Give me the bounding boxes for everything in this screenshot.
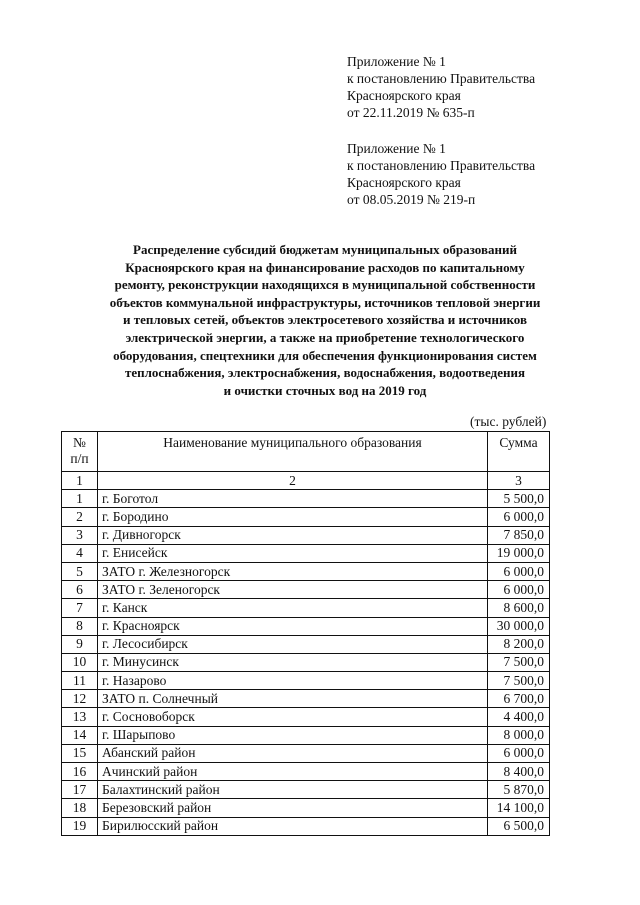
municipality-name: ЗАТО г. Железногорск [98, 562, 488, 580]
table-row [62, 726, 550, 744]
municipality-name: Березовский район [98, 799, 488, 817]
municipality-name: г. Боготол [98, 490, 488, 508]
row-number: 10 [62, 653, 98, 671]
municipality-name: Ачинский район [98, 763, 488, 781]
row-number: 6 [62, 581, 98, 599]
annex-reference: к постановлению Правительства [347, 71, 536, 86]
row-number: 16 [62, 763, 98, 781]
row-number: 15 [62, 744, 98, 762]
table-row [62, 817, 550, 835]
subsidy-amount: 6 000,0 [488, 744, 550, 762]
annex-region: Красноярского края [347, 175, 461, 190]
title-line: электрической энергии, а также на приобретение технологического [125, 329, 525, 345]
row-number: 12 [62, 690, 98, 708]
row-number: 7 [62, 599, 98, 617]
row-number: 18 [62, 799, 98, 817]
municipality-name: г. Минусинск [98, 653, 488, 671]
unit-note: (тыс. рублей) [470, 414, 547, 429]
table-row [62, 690, 550, 708]
subsidy-amount: 7 500,0 [488, 672, 550, 690]
table-row [62, 526, 550, 544]
column-header-number: № п/п [62, 432, 98, 472]
table-row [62, 617, 550, 635]
row-number: 1 [62, 490, 98, 508]
subsidy-amount: 5 500,0 [488, 490, 550, 508]
column-header-sum: Сумма [488, 432, 550, 472]
title-line: и очистки сточных вод на 2019 год [223, 382, 427, 398]
annex-block-previous [347, 140, 607, 208]
subsidy-amount: 6 700,0 [488, 690, 550, 708]
subsidy-amount: 7 500,0 [488, 653, 550, 671]
title-line: объектов коммунальной инфраструктуры, источников тепловой энергии [109, 294, 541, 310]
subsidy-amount: 30 000,0 [488, 617, 550, 635]
row-number: 9 [62, 635, 98, 653]
title-line: ремонту, реконструкции находящихся в муниципальной собственности [114, 277, 536, 293]
column-index: 1 [62, 472, 98, 490]
subsidy-amount: 6 000,0 [488, 508, 550, 526]
column-index: 2 [98, 472, 488, 490]
title-line: оборудования, спецтехники для обеспечения функционирования систем [113, 347, 537, 363]
annex-date-number: от 08.05.2019 № 219-п [347, 192, 476, 207]
row-number: 17 [62, 781, 98, 799]
table-row [62, 544, 550, 562]
annex-block-current [347, 53, 607, 121]
subsidy-table [61, 431, 550, 836]
municipality-name: ЗАТО г. Зеленогорск [98, 581, 488, 599]
municipality-name: г. Назарово [98, 672, 488, 690]
table-header-row [62, 432, 550, 472]
row-number: 5 [62, 562, 98, 580]
table-row [62, 508, 550, 526]
row-number: 2 [62, 508, 98, 526]
annex-title: Приложение № 1 [347, 54, 446, 69]
row-number: 3 [62, 526, 98, 544]
column-index: 3 [488, 472, 550, 490]
subsidy-amount: 4 400,0 [488, 708, 550, 726]
title-line: Распределение субсидий бюджетам муниципальных образований [133, 242, 517, 257]
table-row [62, 744, 550, 762]
table-row [62, 635, 550, 653]
table-row [62, 672, 550, 690]
subsidy-amount: 6 500,0 [488, 817, 550, 835]
municipality-name: г. Лесосибирск [98, 635, 488, 653]
row-number: 14 [62, 726, 98, 744]
row-number: 19 [62, 817, 98, 835]
table-row [62, 599, 550, 617]
table-row [62, 653, 550, 671]
annex-title: Приложение № 1 [347, 141, 446, 156]
table-row [62, 781, 550, 799]
row-number: 11 [62, 672, 98, 690]
municipality-name: г. Сосновоборск [98, 708, 488, 726]
table-row [62, 490, 550, 508]
municipality-name: г. Бородино [98, 508, 488, 526]
municipality-name: Абанский район [98, 744, 488, 762]
table-row [62, 562, 550, 580]
municipality-name: Бирилюсский район [98, 817, 488, 835]
municipality-name: г. Шарыпово [98, 726, 488, 744]
subsidy-amount: 14 100,0 [488, 799, 550, 817]
subsidy-amount: 7 850,0 [488, 526, 550, 544]
municipality-name: г. Енисейск [98, 544, 488, 562]
column-header-name: Наименование муниципального образования [98, 432, 488, 472]
table-row [62, 799, 550, 817]
table-row [62, 581, 550, 599]
subsidy-amount: 5 870,0 [488, 781, 550, 799]
column-index-row [62, 472, 550, 490]
subsidy-amount: 19 000,0 [488, 544, 550, 562]
subsidy-amount: 8 400,0 [488, 763, 550, 781]
row-number: 13 [62, 708, 98, 726]
annex-reference: к постановлению Правительства [347, 158, 536, 173]
subsidy-amount: 8 000,0 [488, 726, 550, 744]
table-row [62, 763, 550, 781]
municipality-name: г. Канск [98, 599, 488, 617]
subsidy-amount: 6 000,0 [488, 581, 550, 599]
municipality-name: г. Дивногорск [98, 526, 488, 544]
annex-date-number: от 22.11.2019 № 635-п [347, 105, 475, 120]
municipality-name: ЗАТО п. Солнечный [98, 690, 488, 708]
title-line: теплоснабжения, электроснабжения, водоснабжения, водоотведения [124, 365, 526, 381]
row-number: 8 [62, 617, 98, 635]
subsidy-amount: 6 000,0 [488, 562, 550, 580]
row-number: 4 [62, 544, 98, 562]
title-line: Красноярского края на финансирование расходов по капитальному [125, 259, 525, 275]
annex-region: Красноярского края [347, 88, 461, 103]
municipality-name: г. Красноярск [98, 617, 488, 635]
title-line: и тепловых сетей, объектов электросетевого хозяйства и источников [122, 312, 527, 328]
municipality-name: Балахтинский район [98, 781, 488, 799]
table-body [62, 490, 550, 836]
document-title [60, 241, 590, 399]
subsidy-amount: 8 600,0 [488, 599, 550, 617]
table-row [62, 708, 550, 726]
subsidy-amount: 8 200,0 [488, 635, 550, 653]
